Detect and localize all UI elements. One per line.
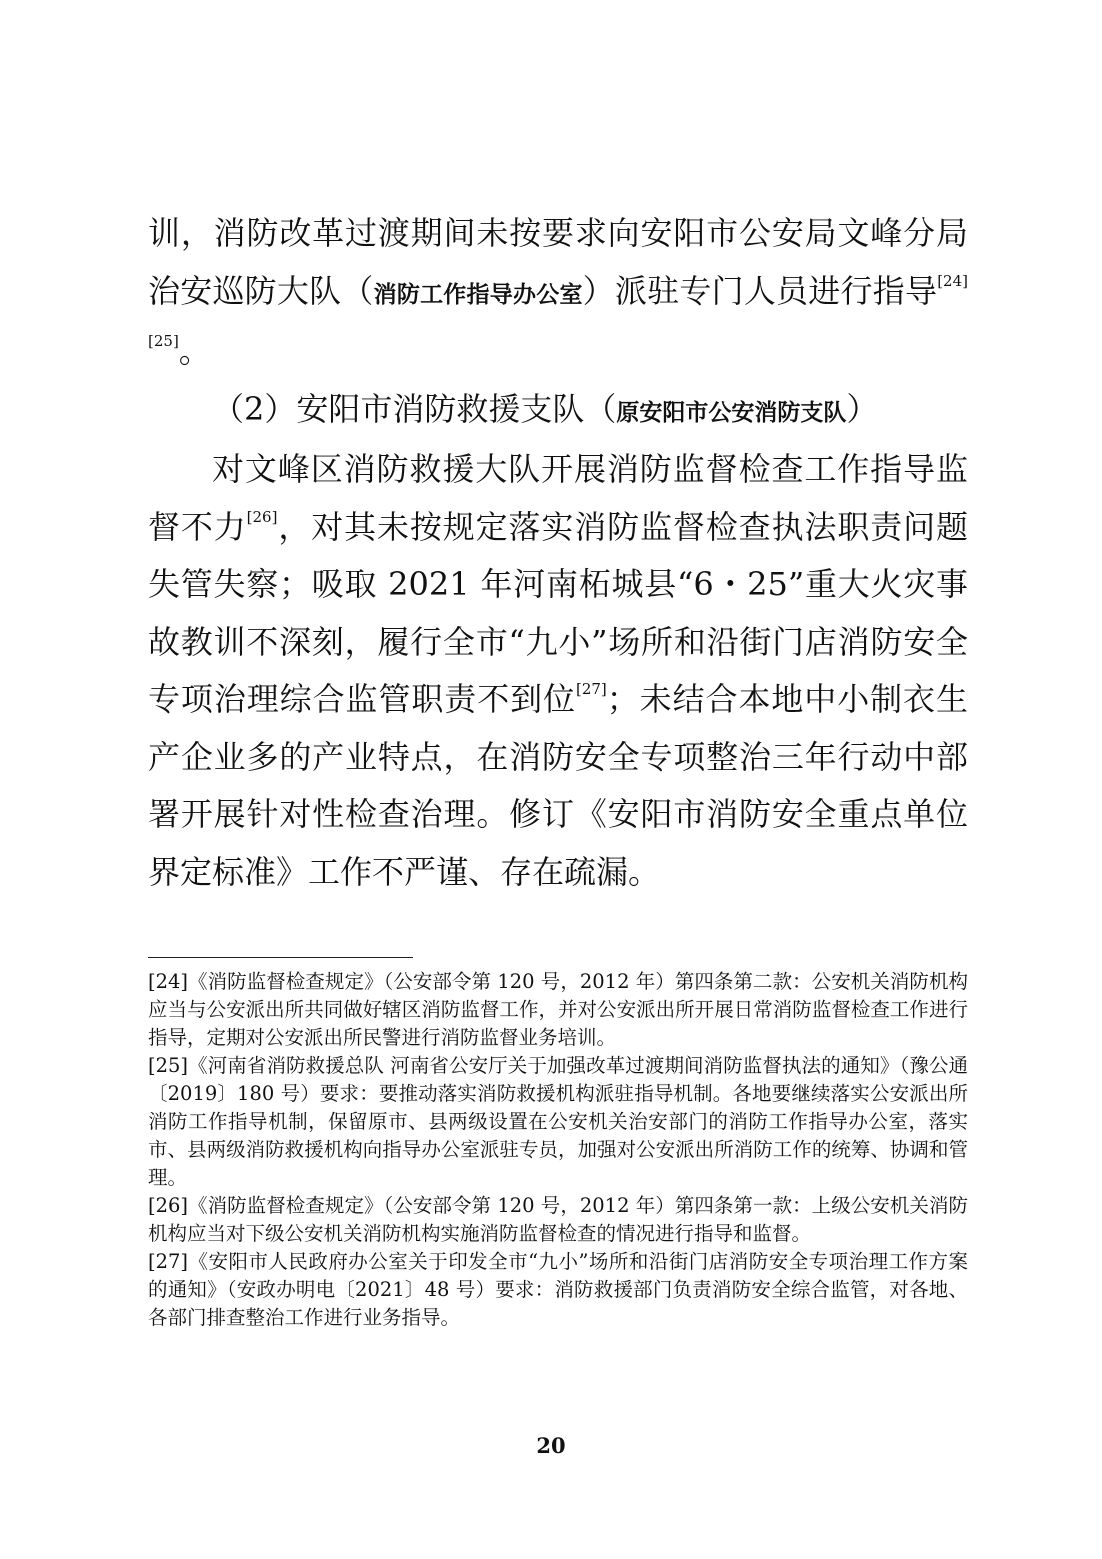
footnote-24: [24]《消防监督检查规定》（公安部令第 120 号，2012 年）第四条第二款：公安机关消防机构应当与公安派出所共同做好辖区消防监督工作，并对公安派出所开展日常消防监督检查工作进行指导，定期对公安派出所民警进行消防监督业务培训。 [148, 970, 968, 1049]
section-heading: （2）安阳市消防救援支队（原安阳市公安消防支队） [212, 389, 879, 428]
inline-emphasis: 消防工作指导办公室 [373, 280, 583, 308]
footnote-ref-26[interactable]: [26] [246, 507, 278, 526]
footnote-separator [148, 957, 413, 958]
heading-emphasis: 原安阳市公安消防支队 [616, 398, 847, 426]
footnotes [148, 968, 968, 1332]
body-text [148, 205, 968, 901]
footnote-ref-25[interactable]: [25] [148, 332, 179, 350]
footnote-ref-24[interactable]: [24] [937, 271, 968, 290]
footnote-ref-27[interactable]: [27] [575, 680, 607, 698]
paragraph-main: 对文峰区消防救援大队开展消防监督检查工作指导监督不力[26]，对其未按规定落实消防监督检查执法职责问题失管失察；吸取 2021 年河南柘城县“6・25”重大火灾事故教训不深刻，履行全市“九小”场所和沿街门店消防安全专项治理综合监管职责不到位[27]；未结合本地中小制衣生产企业多的产业特点，在消防安全专项整治三年行动中部署开展针对性检查治理。修订《安阳市消防安全重点单位界定标准》工作不严谨、存在疏漏。 [148, 450, 968, 891]
footnote-27: [27]《安阳市人民政府办公室关于印发全市“九小”场所和沿街门店消防安全专项治理工作方案的通知》（安政办明电〔2021〕48 号）要求：消防救援部门负责消防安全综合监管，对各地、各部门排查整治工作进行业务指导。 [148, 1250, 968, 1329]
paragraph-continuation: 训，消防改革过渡期间未按要求向安阳市公安局文峰分局治安巡防大队（消防工作指导办公室）派驻专门人员进行指导[24][25]。 [148, 214, 968, 370]
footnote-26: [26]《消防监督检查规定》（公安部令第 120 号，2012 年）第四条第一款：上级公安机关消防机构应当对下级公安机关消防机构实施消防监督检查的情况进行指导和监督。 [148, 1194, 968, 1245]
page-number: 20 [536, 1433, 566, 1458]
footnote-25: [25]《河南省消防救援总队 河南省公安厅关于加强改革过渡期间消防监督执法的通知》（豫公通〔2019〕180 号）要求：要推动落实消防救援机构派驻指导机制。各地要继续落实公安派出所消防工作指导机制，保留原市、县两级设置在公安机关治安部门的消防工作指导办公室，落实市、县两级消防救援机构向指导办公室派驻专员，加强对公安派出所消防工作的统筹、协调和管理。 [148, 1054, 968, 1189]
